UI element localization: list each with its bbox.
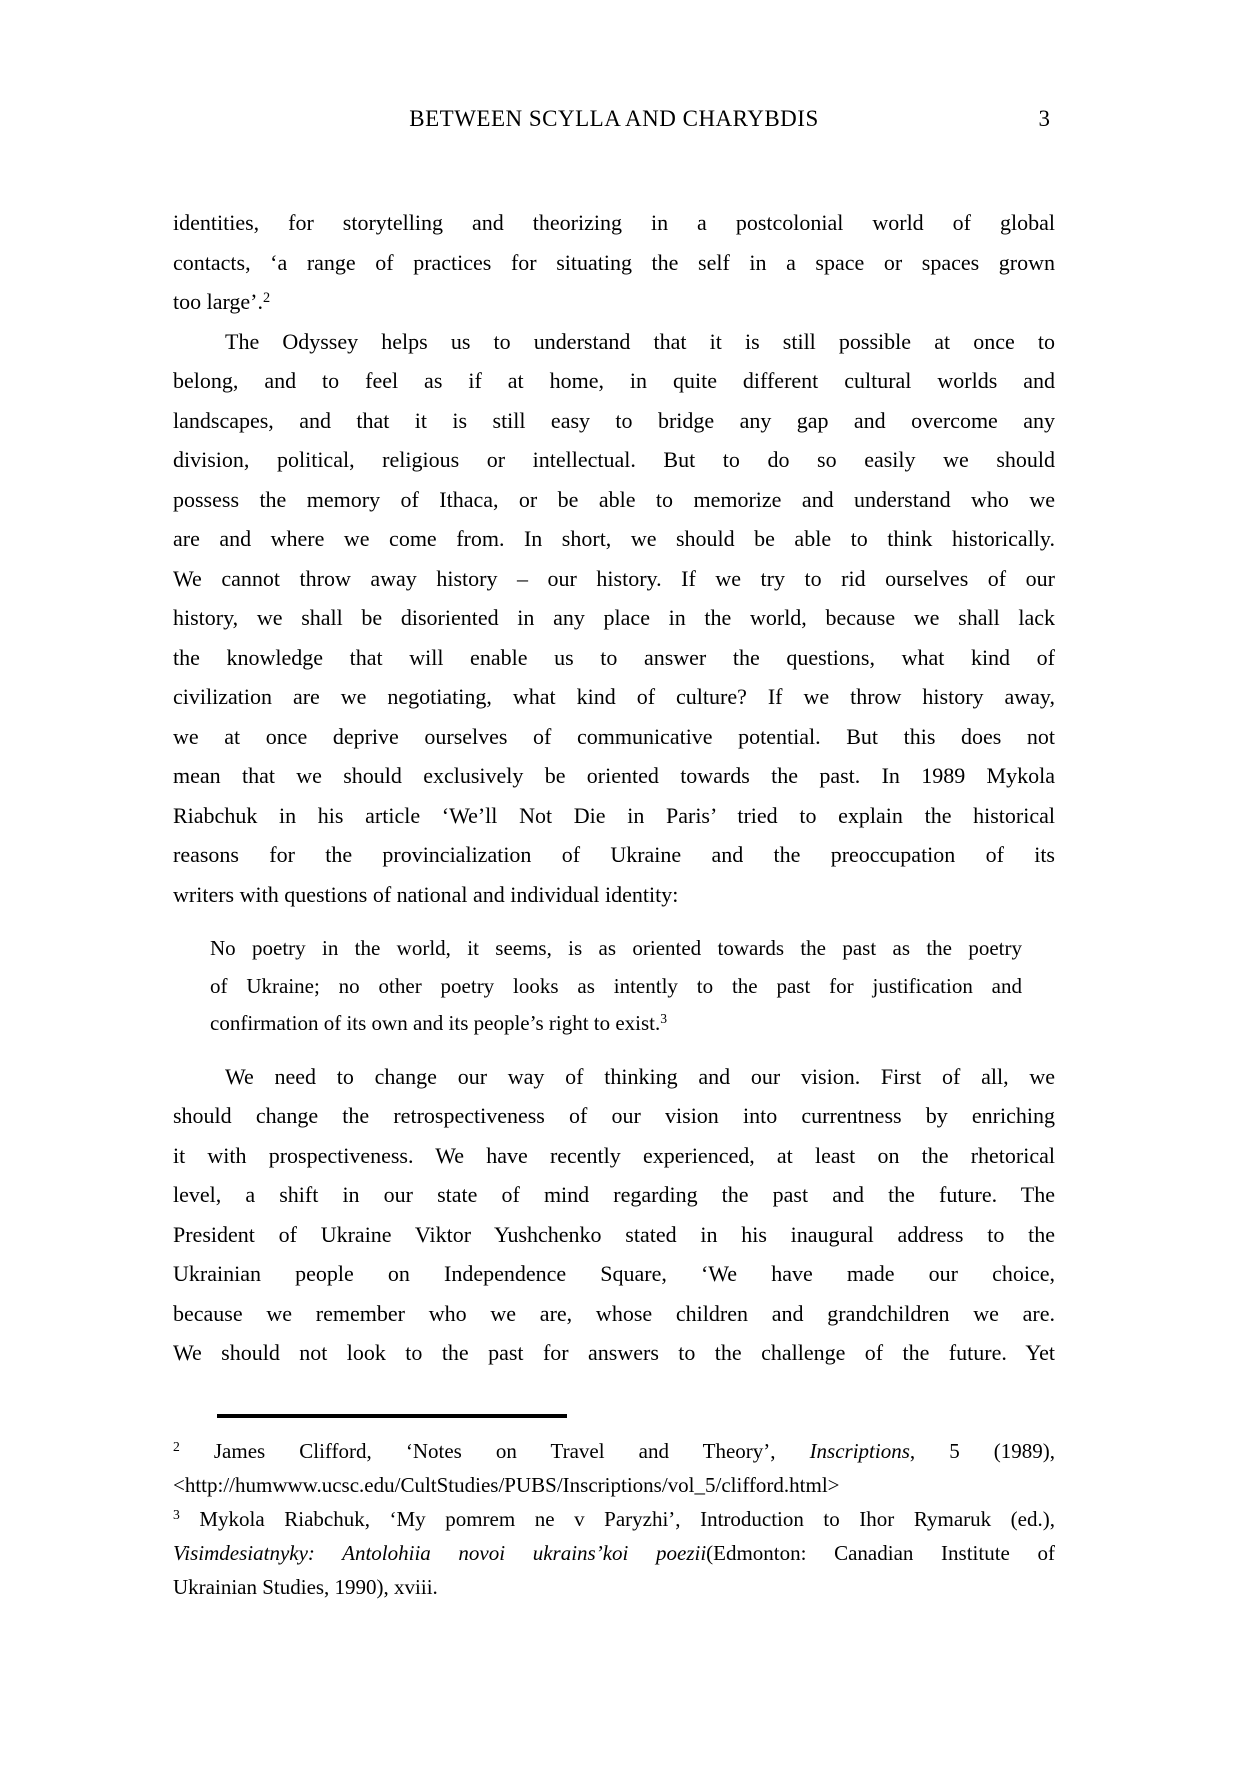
text-segment: Ukrainian people on Independence Square, ‘We have made our choice, [173,1261,1055,1286]
footnote-separator [217,1414,567,1418]
text-line [173,361,1055,401]
text-line [173,1468,1055,1502]
text-line [173,717,1055,757]
text-line [173,440,1055,480]
text-segment: the knowledge that will enable us to answer the questions, what kind of [173,644,1055,670]
text-segment: writers with questions of national and individual identity: [173,881,679,907]
running-header [173,104,1055,134]
text-segment: because we remember who we are, whose children and grandchildren we are. [173,1300,1055,1326]
text-line [173,756,1055,796]
text-line [173,519,1055,559]
text-line [173,1294,1055,1334]
text-segment: Inscriptions [809,1439,910,1463]
text-line [173,1333,1055,1373]
text-line [173,1434,1055,1468]
footnotes-list [173,1434,1055,1604]
text-segment: Riabchuk in his article ‘We’ll Not Die in Paris’ tried to explain the historical [173,802,1055,828]
text-line [173,1502,1055,1536]
text-segment: We cannot throw away history – our history. If we try to rid ourselves of our [173,565,1055,591]
text-segment: reasons for the provincialization of Ukraine and the preoccupation of its [173,842,1055,867]
text-line [173,1136,1055,1176]
text-segment: too large’. [173,289,264,314]
text-segment: history, we shall be disoriented in any place in the world, because we shall lack [173,605,1055,630]
text-line [173,1536,1055,1570]
footnote-marker: 3 [660,1011,668,1027]
text-segment: mean that we should exclusively be oriented towards the past. In 1989 Mykola [173,763,1055,788]
text-line [173,322,1055,362]
text-line [173,1254,1055,1294]
footnote-marker: 3 [173,1507,180,1523]
text-segment: possess the memory of Ithaca, or be able to memorize and understand who we [173,486,1055,512]
text-line [173,203,1055,243]
text-line [210,968,1022,1006]
text-segment: The Odyssey helps us to understand that it is still possible at once to [225,328,1055,354]
text-segment: We should not look to the past for answers to the challenge of the future. Yet [173,1340,1055,1365]
text-line [173,835,1055,875]
text-line [173,1096,1055,1136]
text-line [173,1570,1055,1604]
footnotes-section [173,1414,1055,1604]
text-segment: Mykola Riabchuk, ‘My pomrem ne v Paryzhi’, Introduction to Ihor Rymaruk (ed.), [179,1507,1055,1531]
page-content-column [173,0,1055,1773]
text-line [173,282,1055,322]
text-line [173,1175,1055,1215]
text-segment: it with prospectiveness. We have recently experienced, at least on the rhetorical [173,1142,1055,1168]
text-segment: landscapes, and that it is still easy to bridge any gap and overcome any [173,407,1055,433]
text-line [173,559,1055,599]
text-line [173,875,1055,915]
text-line [173,480,1055,520]
text-segment: contacts, ‘a range of practices for situating the self in a space or spaces grown [173,249,1055,275]
text-line [173,598,1055,638]
text-segment: No poetry in the world, it seems, is as oriented towards the past as the poetry [210,936,1022,960]
text-segment: James Clifford, ‘Notes on Travel and Theory’, [179,1439,810,1463]
text-segment: Visimdesiatnyky: Antolohiia novoi ukrains’koi poezii [173,1541,707,1565]
text-line [173,401,1055,441]
page-body-text [173,203,1055,1373]
text-segment: of Ukraine; no other poetry looks as intently to the past for justification and [210,973,1022,998]
text-segment: <http://humwww.ucsc.edu/CultStudies/PUBS/Inscriptions/vol_5/clifford.html> [173,1473,840,1497]
text-segment: level, a shift in our state of mind regarding the past and the future. The [173,1182,1055,1207]
paragraph [173,1057,1055,1373]
footnote-marker: 2 [173,1439,180,1455]
text-line [210,930,1022,968]
text-segment: division, political, religious or intellectual. But to do so easily we should [173,447,1055,472]
text-segment: we at once deprive ourselves of communicative potential. But this does not [173,723,1055,749]
text-segment: , 5 (1989), [909,1439,1055,1463]
footnote [173,1502,1055,1604]
text-line [173,638,1055,678]
text-line [173,1215,1055,1255]
text-segment: identities, for storytelling and theorizing in a postcolonial world of global [173,210,1055,235]
text-segment: civilization are we negotiating, what kind of culture? If we throw history away, [173,684,1055,709]
text-segment: President of Ukraine Viktor Yushchenko stated in his inaugural address to the [173,1221,1055,1247]
paragraph [173,322,1055,915]
text-segment: We need to change our way of thinking and our vision. First of all, we [225,1063,1055,1089]
paragraph [173,203,1055,322]
text-segment: Ukrainian Studies, 1990), xviii. [173,1575,438,1599]
text-segment: should change the retrospectiveness of our vision into currentness by enriching [173,1103,1055,1128]
text-line [210,1005,1022,1043]
text-segment: are and where we come from. In short, we should be able to think historically. [173,526,1055,551]
footnote-marker: 2 [263,289,271,306]
footnote [173,1434,1055,1502]
text-segment: confirmation of its own and its people’s right to exist. [210,1011,661,1035]
text-line [173,796,1055,836]
text-line [173,677,1055,717]
page-number: 3 [1038,106,1050,131]
text-segment: belong, and to feel as if at home, in quite different cultural worlds and [173,368,1055,393]
text-line [173,1057,1055,1097]
text-segment: (Edmonton: Canadian Institute of [706,1541,1055,1565]
running-header-title: BETWEEN SCYLLA AND CHARYBDIS [409,106,819,131]
text-line [173,243,1055,283]
block-quote [210,930,1022,1043]
